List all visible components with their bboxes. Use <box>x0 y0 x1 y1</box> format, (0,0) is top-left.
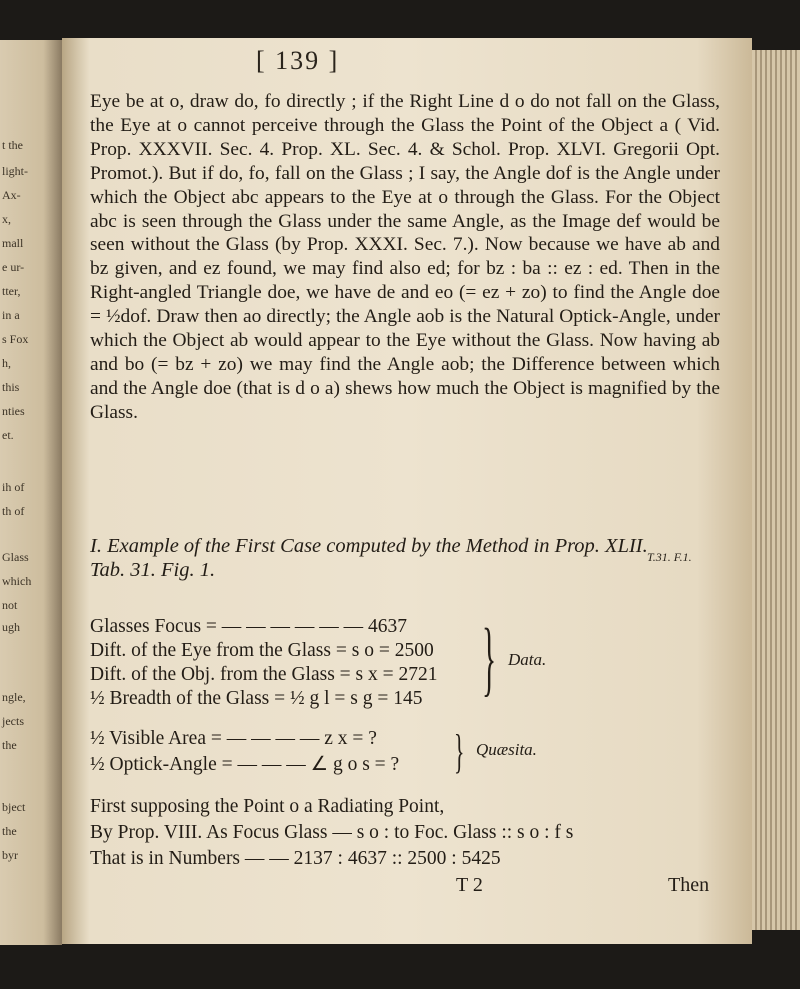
left-fragment: this <box>2 380 20 394</box>
left-fragment: bject <box>2 800 26 814</box>
data-row-focus: Glasses Focus = — — — — — — 4637 <box>90 616 408 637</box>
left-fragment: tter, <box>2 284 21 298</box>
left-fragment: ih of <box>2 480 25 494</box>
left-fragment: mall <box>2 236 24 250</box>
left-fragment: Ax- <box>2 188 21 202</box>
left-fragment: byr <box>2 848 18 862</box>
quaesita-row-angle: ½ Optick-Angle = — — — ∠ g o s = ? <box>90 754 400 775</box>
left-fragment: nties <box>2 404 25 418</box>
page-stack-edge <box>752 50 800 930</box>
left-fragment: light- <box>2 164 28 178</box>
quaesita-row-area: ½ Visible Area = — — — — z x = ? <box>90 728 377 749</box>
catchword: Then <box>668 874 710 896</box>
left-fragment: the <box>2 824 17 838</box>
example-heading: I. Example of the First Case computed by the Method in Prop. XLII. Tab. 31. Fig. 1. <box>90 535 648 581</box>
page-number: [ 139 ] <box>256 46 340 75</box>
quaesita-label: Quæsita. <box>476 740 537 759</box>
text-line: First supposing the Point o a Radiating Point, <box>90 796 445 817</box>
left-fragment: et. <box>2 428 14 442</box>
data-row-breadth: ½ Breadth of the Glass = ½ g l = s g = 145 <box>90 688 423 709</box>
signature-mark: T 2 <box>456 874 483 896</box>
data-row-object: Dift. of the Obj. from the Glass = s x = 2721 <box>90 664 438 685</box>
left-fragment: the <box>2 738 17 752</box>
quaesita-brace: } <box>454 725 465 778</box>
text-line: By Prop. VIII. As Focus Glass — s o : to Foc. Glass :: s o : f s <box>90 822 574 843</box>
left-fragment: Glass <box>2 550 29 564</box>
left-fragment: s Fox <box>2 332 29 346</box>
left-fragment: jects <box>2 714 24 728</box>
left-fragment: t the <box>2 138 23 152</box>
left-page-edge <box>0 40 62 945</box>
paragraph-text: Eye be at o, draw do, fo directly ; if the Right Line d o do not fall on the Glass, the Eye at o cannot perceive through the Glass the Point of the Object a ( Vid. Prop. XXXVII. Sec. 4. Prop. XL. Sec. 4. & Schol. Prop. XLVI. Gregorii Opt. Promot.). But if do, fo, fall on the Glass ; I say, the Angle dof is the Angle under which the Object abc appears to the Eye at o through the Glass. For the Object abc is seen through the Glass under the same Angle, as the Image def would be seen without the Glass (by Prop. XXXI. Sec. 7.). Now because we have ab and bz given, and ez found, we may find also ed; for bz : ba :: ez : ed. Then in the Right-angled Triangle doe, we have de and eo (= ez + zo) to find the Angle doe = ½dof. Draw then ao directly; the Angle aob is the Natural Optick-Angle, under which the Object ab would appear to the Eye without the Glass. Now having ab and bo (= bz + zo) we may find the Angle aob; the Difference between which and the Angle doe (that is d o a) shews how much the Object is magnified by the Glass. <box>90 91 720 423</box>
left-fragment: which <box>2 574 32 588</box>
data-label: Data. <box>508 650 547 669</box>
data-brace: } <box>482 612 497 705</box>
main-paragraph <box>90 90 720 425</box>
left-fragment: th of <box>2 504 25 518</box>
book-page <box>62 38 752 944</box>
left-fragment: in a <box>2 308 20 322</box>
left-fragment: ugh <box>2 620 20 634</box>
text-line: That is in Numbers — — 2137 : 4637 :: 2500 : 5425 <box>90 848 501 869</box>
left-fragment: ngle, <box>2 690 26 704</box>
left-fragment: not <box>2 598 18 612</box>
left-fragment: x, <box>2 212 11 226</box>
left-fragment: h, <box>2 356 11 370</box>
left-fragment: e ur- <box>2 260 25 274</box>
data-row-eye: Dift. of the Eye from the Glass = s o = 2500 <box>90 640 434 661</box>
margin-note: T.31. F.1. <box>647 550 692 564</box>
